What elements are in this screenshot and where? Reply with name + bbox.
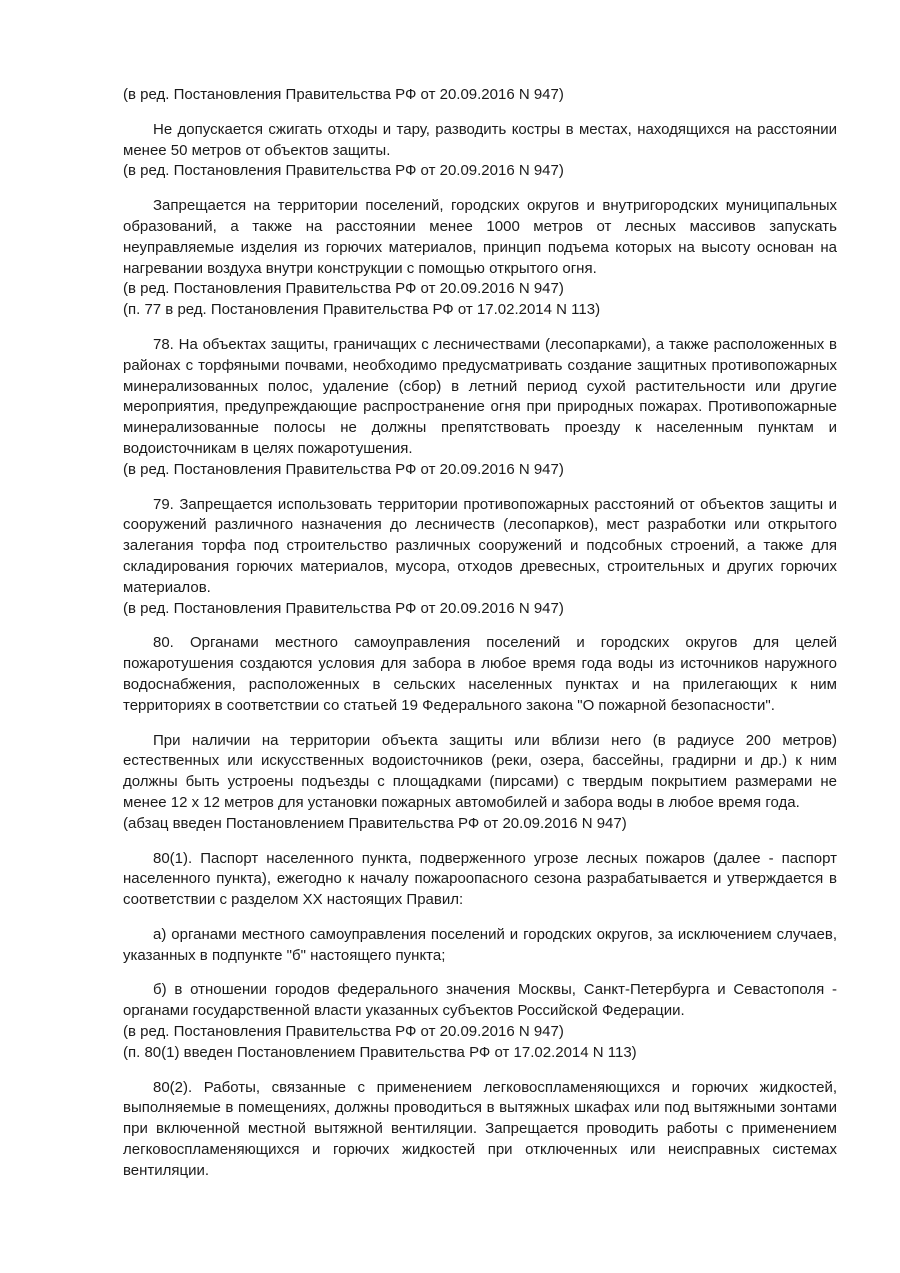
amendment-note: (в ред. Постановления Правительства РФ от 20.09.2016 N 947) [123, 86, 564, 103]
amendment-note: (п. 77 в ред. Постановления Правительства РФ от 17.02.2014 N 113) [123, 301, 601, 319]
paragraph-80-2: 80(2). Работы, связанные с применением легковоспламеняющихся и горючих жидкостей, выполняемые в помещениях, должны проводиться в вытяжных шкафах или под вытяжными зонтами при включенной местной вытяжной вентиляции. Запрещается проводить работы с применением легковоспламеняющихся и горючих жидкостей при отключенных или неисправных системах вентиляции. [123, 1078, 837, 1179]
paragraph-80: 80. Органами местного самоуправления поселений и городских округов для целей пожаротушения создаются условия для забора в любое время года воды из источников наружного водоснабжения, расположенных в сельских населенных пунктах и на прилегающих к ним территориях в соответствии со статьей 19 Федерального закона "О пожарной безопасности". [123, 634, 837, 714]
amendment-note: (в ред. Постановления Правительства РФ от 20.09.2016 N 947) [123, 599, 564, 617]
paragraph-80-1: 80(1). Паспорт населенного пункта, подверженного угрозе лесных пожаров (далее - паспорт населенного пункта), ежегодно к началу пожароопасного сезона разрабатывается и утверждается в соответствии с разделом XX настоящих Правил: [123, 849, 837, 909]
amendment-note: (в ред. Постановления Правительства РФ от 20.09.2016 N 947) [123, 280, 564, 298]
amendment-note: (абзац введен Постановлением Правительства РФ от 20.09.2016 N 947) [123, 814, 627, 832]
paragraph: При наличии на территории объекта защиты или вблизи него (в радиусе 200 метров) естественных или искусственных водоисточников (реки, озера, бассейны, градирни и др.) к ним должны быть устроены подъезды с площадками (пирсами) с твердым покрытием размерами не менее 12 х 12 метров для установки пожарных автомобилей и забора воды в любое время года. [123, 731, 837, 811]
paragraph-78: 78. На объектах защиты, граничащих с лесничествами (лесопарками), а также расположенных в районах с торфяными почвами, необходимо предусматривать создание защитных противопожарных минерализованных полос, удаление (сбор) в летний период сухой растительности или другие мероприятия, предупреждающие распространение огня при природных пожарах. Противопожарные минерализованные полосы не должны препятствовать проезду к населенным пунктам и водоисточникам в целях пожаротушения. [123, 335, 837, 457]
paragraph: Не допускается сжигать отходы и тару, разводить костры в местах, находящихся на расстоянии менее 50 метров от объектов защиты. [123, 120, 837, 159]
amendment-note: (в ред. Постановления Правительства РФ от 20.09.2016 N 947) [123, 1023, 564, 1041]
amendment-note: (в ред. Постановления Правительства РФ от 20.09.2016 N 947) [123, 460, 564, 478]
paragraph-79: 79. Запрещается использовать территории противопожарных расстояний от объектов защиты и сооружений различного назначения до лесничеств (лесопарков), мест разработки или открытого залегания торфа под строительство различных сооружений и подсобных строений, а также для складирования горючих материалов, мусора, отходов древесных, строительных и других горючих материалов. [123, 495, 837, 596]
amendment-note: (п. 80(1) введен Постановлением Правительства РФ от 17.02.2014 N 113) [123, 1043, 637, 1061]
document-page [123, 85, 837, 1182]
subparagraph-a: а) органами местного самоуправления поселений и городских округов, за исключением случаев, указанных в подпункте "б" настоящего пункта; [123, 925, 837, 964]
paragraph: Запрещается на территории поселений, городских округов и внутригородских муниципальных образований, а также на расстоянии менее 1000 метров от лесных массивов запускать неуправляемые изделия из горючих материалов, принцип подъема которых на высоту основан на нагревании воздуха внутри конструкции с помощью открытого огня. [123, 197, 837, 277]
amendment-note: (в ред. Постановления Правительства РФ от 20.09.2016 N 947) [123, 162, 564, 180]
subparagraph-b: б) в отношении городов федерального значения Москвы, Санкт-Петербурга и Севастополя - органами государственной власти указанных субъектов Российской Федерации. [123, 981, 837, 1020]
